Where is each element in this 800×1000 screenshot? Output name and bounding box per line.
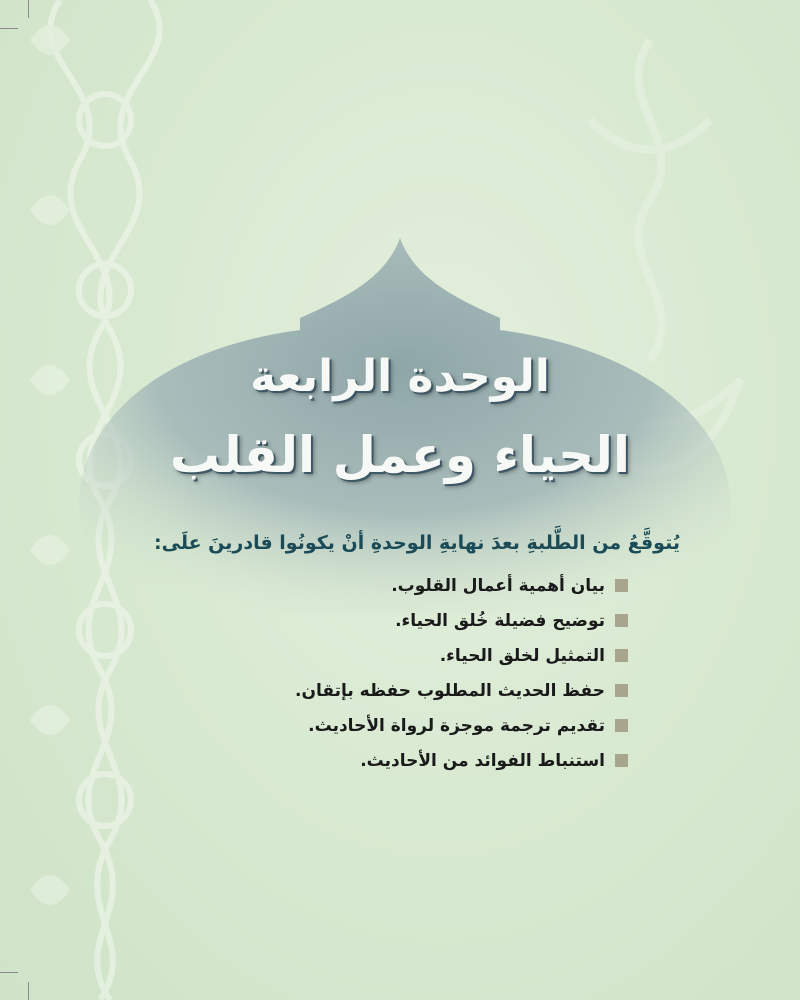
objective-text: حفظ الحديث المطلوب حفظه بإتقان. bbox=[295, 680, 605, 701]
square-bullet-icon bbox=[615, 614, 628, 627]
list-item bbox=[128, 603, 628, 638]
list-item bbox=[128, 568, 628, 603]
list-item bbox=[128, 743, 628, 778]
crop-mark-bottom-left bbox=[0, 972, 18, 973]
objective-text: استنباط الفوائد من الأحاديث. bbox=[360, 750, 605, 771]
crop-mark-bottom-left bbox=[28, 982, 29, 1000]
square-bullet-icon bbox=[615, 684, 628, 697]
objective-text: تقديم ترجمة موجزة لرواة الأحاديث. bbox=[308, 715, 605, 736]
list-item bbox=[128, 638, 628, 673]
square-bullet-icon bbox=[615, 579, 628, 592]
unit-title-block bbox=[150, 345, 650, 495]
objective-text: التمثيل لخلق الحياء. bbox=[439, 645, 605, 666]
square-bullet-icon bbox=[615, 719, 628, 732]
square-bullet-icon bbox=[615, 649, 628, 662]
list-item bbox=[128, 708, 628, 743]
crop-mark-top-left bbox=[28, 0, 29, 18]
objective-text: توضيح فضيلة خُلق الحياء. bbox=[395, 610, 605, 631]
crop-mark-top-left bbox=[0, 28, 18, 29]
unit-title: الوحدة الرابعة bbox=[250, 351, 550, 402]
objectives-intro: يُتوقَّعُ من الطَّلبةِ بعدَ نهايةِ الوحدةِ أنْ يكونُوا قادرينَ علَى: bbox=[154, 532, 680, 554]
square-bullet-icon bbox=[615, 754, 628, 767]
list-item bbox=[128, 673, 628, 708]
objective-text: بيان أهمية أعمال القلوب. bbox=[391, 575, 605, 596]
unit-subtitle: الحياء وعمل القلب bbox=[169, 426, 631, 484]
objectives-list bbox=[128, 568, 628, 778]
